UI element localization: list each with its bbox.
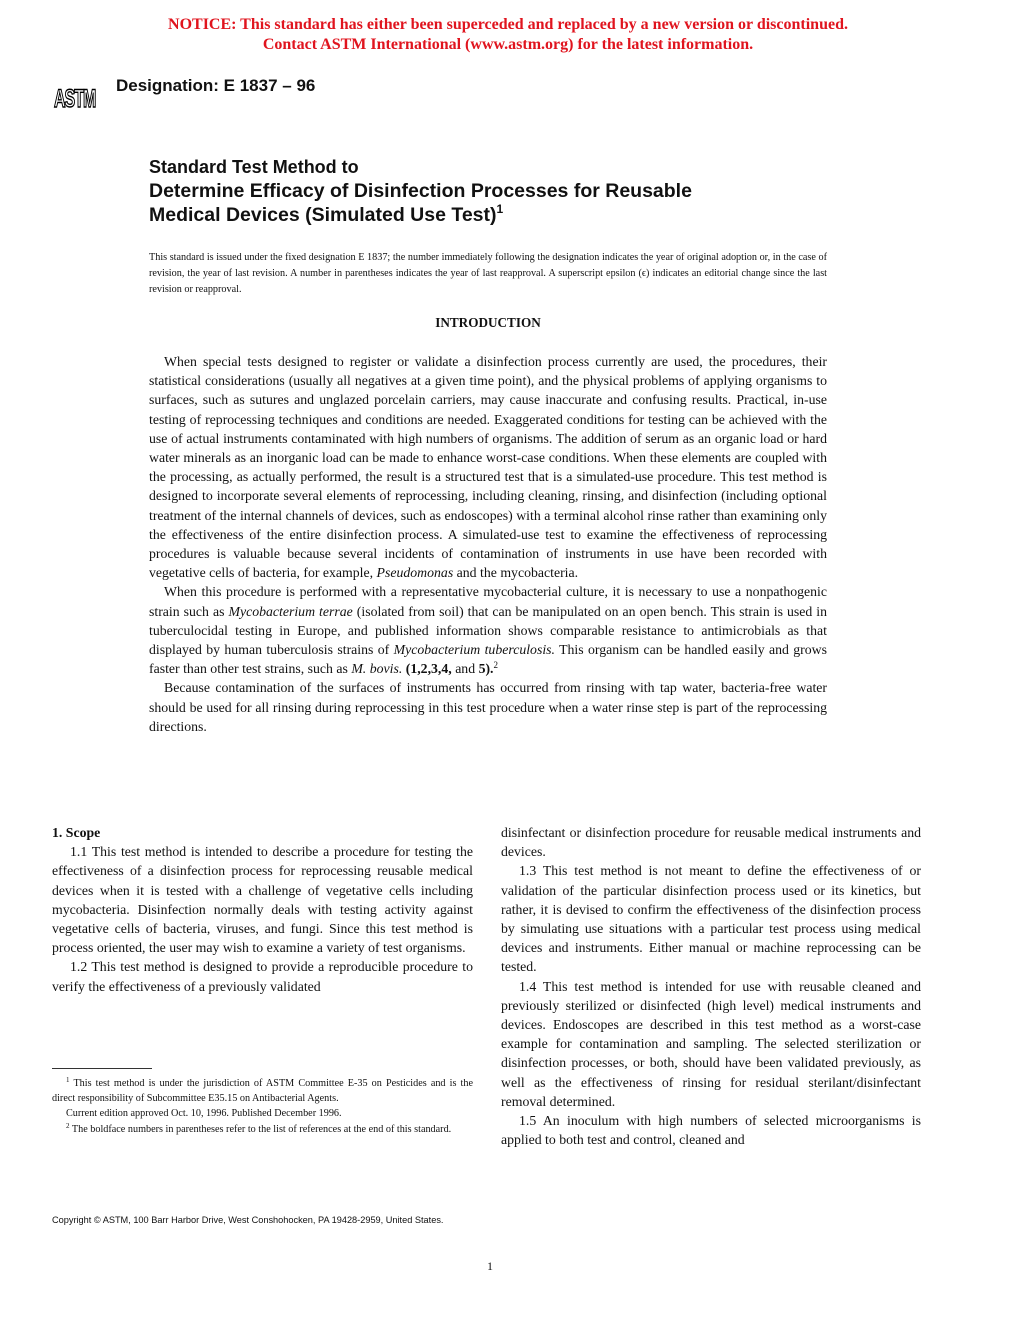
intro-paragraph-3: Because contamination of the surfaces of instruments has occurred from rinsing with tap water, bacteria-free water should be used for all rinsing during reprocessing in this test procedure when a water rinse step is part of the reprocessing directions. — [149, 680, 827, 734]
title-line-2: Determine Efficacy of Disinfection Processes for Reusable — [149, 180, 692, 202]
section-1-3: 1.3 This test method is not meant to define the effectiveness of or validation of the particular disinfection process used or its kinetics, but rather, it is devised to confirm the effectiveness of the disinfection process by simulating use situations with a particular test process using medical devices and instruments. Either manual or machine reprocessing can be tested. — [501, 863, 921, 975]
intro-paragraph-1: When special tests designed to register or validate a disinfection process currently are used, the procedures, their statistical considerations (usually all negatives at a given time point), and the physical problems of applying organisms to surfaces, such as sutures and unglazed porcelain carriers, may cause inaccurate and confusing results. Practical, in-use testing of reprocessing techniques and conditions are needed. Exaggerated conditions for testing can be achieved with the use of actual instruments contaminated with high numbers of organisms. The addition of serum as an organic load or hard water minerals as an inorganic load can be made to enhance worst-case conditions. When these elements are coupled with the processing, as actually performed, the result is a structured test that is a simulated-use procedure. This test method is designed to incorporate several elements of reprocessing, including cleaning, rinsing, and disinfection (including optional treatment of the internal channels of devices, such as endoscopes) with a terminal alcohol rinse rather than examining only the effectiveness of the entire disinfection process. A simulated-use test to examine the effectiveness of reprocessing procedures is valuable because several incidents of contamination of instruments in use have been recorded with vegetative cells of bacteria, for example, Pseudomonas and the mycobacteria. — [149, 354, 827, 581]
page-title — [149, 155, 692, 227]
astm-logo — [52, 76, 104, 116]
title-line-3 — [149, 203, 692, 227]
intro-paragraph-2: When this procedure is performed with a representative mycobacterial culture, it is necessary to use a nonpathogenic strain such as Mycobacterium terrae (isolated from soil) that can be manipulated on an open bench. This strain is used in tuberculocidal testing in Europe, and published information shows comparable resistance to antimicrobials as that displayed by human tuberculosis strains of Mycobacterium tuberculosis. This organism can be handled easily and grows faster than other test strains, such as M. bovis. (1,2,3,4, and 5).$^2$ — [149, 584, 827, 677]
notice-line-2: Contact ASTM International (www.astm.org) for the latest information. — [262, 36, 754, 53]
designation: Designation: E 1837 – 96 — [116, 76, 316, 95]
left-column — [52, 823, 473, 996]
footnote-2: $^2$ The boldface numbers in parentheses refer to the list of references at the end of this standard. — [66, 1121, 452, 1135]
astm-logo-text: ASTM — [54, 85, 96, 113]
section-1-4: 1.4 This test method is intended for use with reusable cleaned and previously sterilized or disinfected (high level) medical instruments and devices. Endoscopes are described in this test method as a worst-case example for contamination and sampling. The selected sterilization or disinfection processes, or both, should have been validated previously, as well as the effectiveness of rinsing for residual sterilant/disinfectant removal determined. — [501, 978, 921, 1109]
right-column — [501, 823, 921, 1149]
page-number: 1 — [487, 1259, 493, 1273]
footnote-divider — [52, 1068, 152, 1069]
footnote-1-edition: Current edition approved Oct. 10, 1996. Published December 1996. — [66, 1108, 342, 1120]
title-line-3-text: Medical Devices (Simulated Use Test) — [149, 204, 497, 226]
section-1-2-start: 1.2 This test method is designed to provide a reproducible procedure to verify the effectiveness of a previously validated — [52, 959, 473, 994]
notice-line-1: NOTICE: This standard has either been superceded and replaced by a new version or discontinued. — [168, 16, 848, 33]
title-footnote-mark: 1 — [496, 202, 504, 216]
scope-heading: 1. Scope — [52, 825, 101, 840]
copyright: Copyright © ASTM, 100 Barr Harbor Drive, West Conshohocken, PA 19428-2959, United States. — [52, 1215, 444, 1225]
section-1-2-end: disinfectant or disinfection procedure for reusable medical instruments and devices. — [501, 825, 921, 860]
title-line-1: Standard Test Method to — [149, 157, 359, 177]
notice-banner — [0, 15, 1016, 55]
section-1-1: 1.1 This test method is intended to describe a procedure for testing the effectiveness of a disinfection process for reprocessing reusable medical devices when it is tested with a challenge of vegetative cells including mycobacteria. Disinfection normally deals with testing activity against vegetative cells of bacteria, viruses, and fungi. Since this test method is process oriented, the user may wish to examine a variety of test organisms. — [52, 844, 473, 956]
section-1-5: 1.5 An inoculum with high numbers of selected microorganisms is applied to both test and control, cleaned and — [501, 1113, 921, 1148]
footnote-1: $^1$ This test method is under the jurisdiction of ASTM Committee E-35 on Pesticides and is the direct responsibility of Subcommittee E35.15 on Antibacterial Agents. — [52, 1076, 473, 1105]
footnotes — [52, 1076, 473, 1137]
issued-note: This standard is issued under the fixed designation E 1837; the number immediately following the designation indicates the year of original adoption or, in the case of revision, the year of last revision. A number in parentheses indicates the year of last reapproval. A superscript epsilon (ϵ) indicates an editorial change since the last revision or reapproval. — [149, 252, 827, 295]
introduction-body — [149, 352, 827, 736]
introduction-heading: INTRODUCTION — [435, 315, 541, 330]
